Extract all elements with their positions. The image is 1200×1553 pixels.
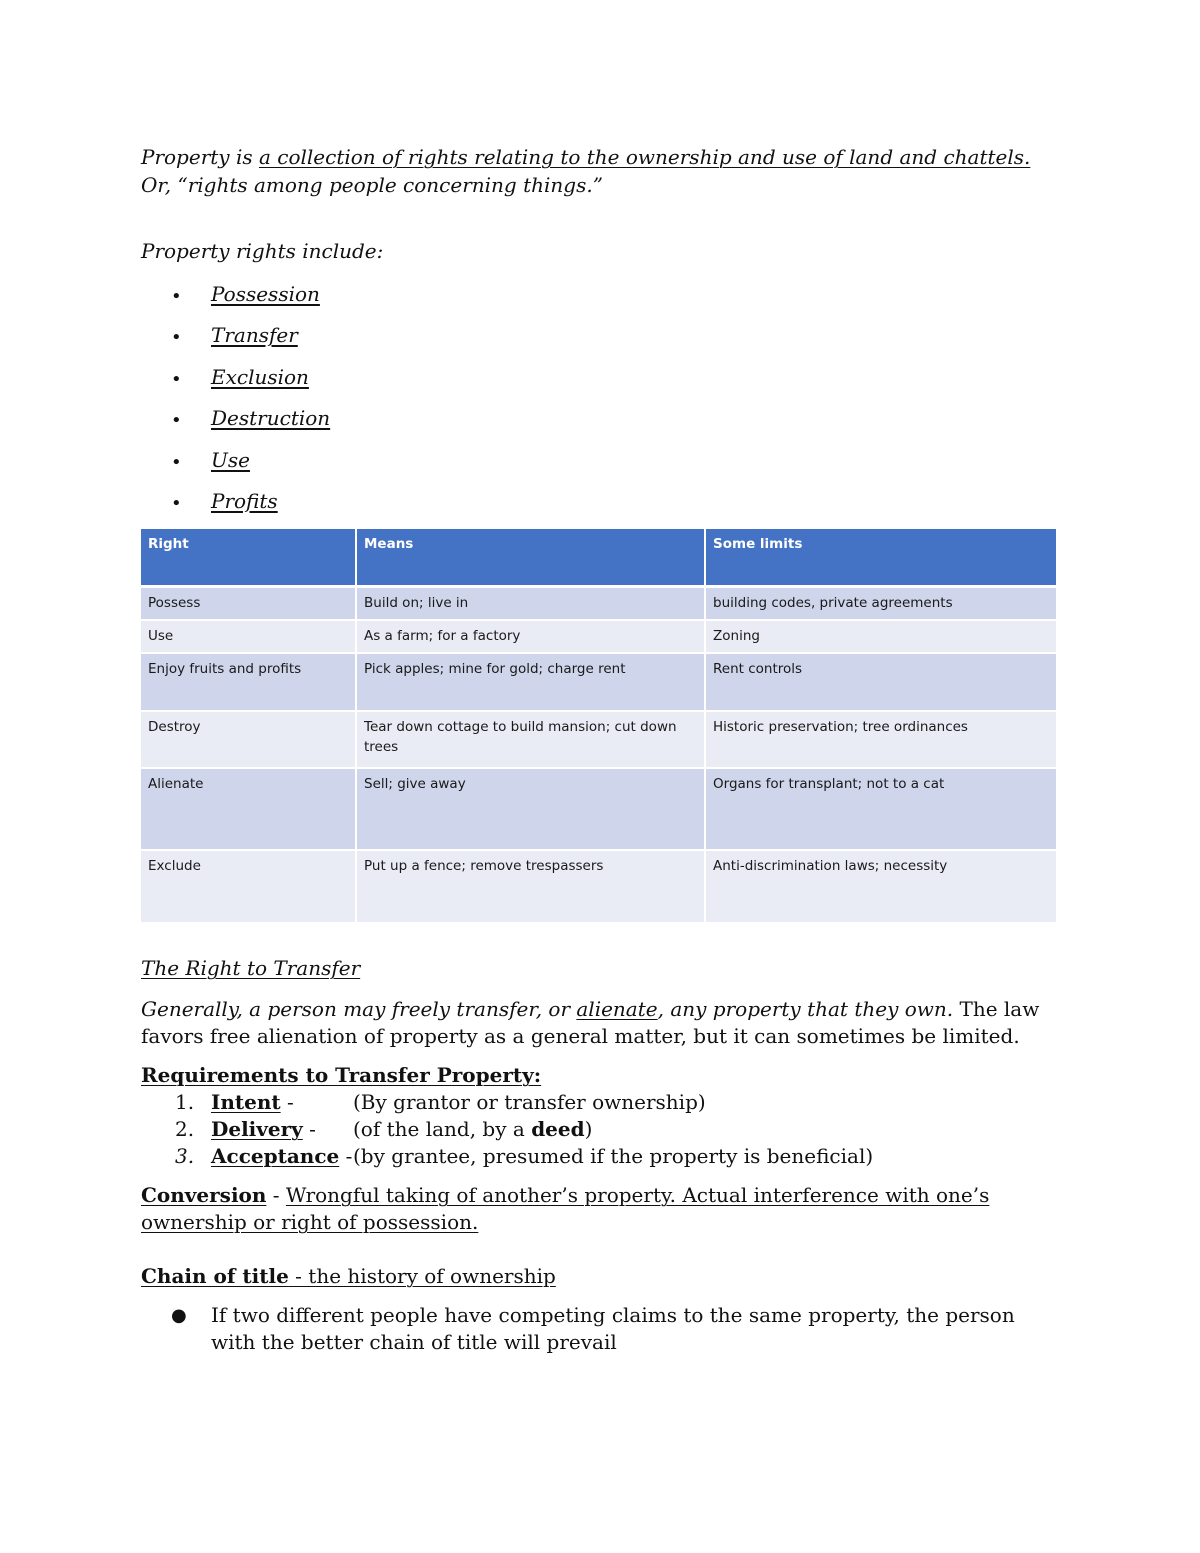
table-cell: Possess — [141, 587, 356, 620]
transfer-heading: The Right to Transfer — [141, 956, 361, 980]
bullet-icon: • — [171, 286, 182, 307]
list-item-label: Use — [211, 447, 250, 472]
table-row — [141, 620, 1057, 653]
table-cell: Build on; live in — [356, 587, 705, 620]
property-definition — [141, 143, 1030, 199]
requirement-term: Acceptance — [211, 1144, 340, 1168]
table-cell: Pick apples; mine for gold; charge rent — [356, 653, 705, 711]
definition-line-2: Or, “rights among people concerning things.” — [141, 173, 603, 197]
term-separator: - — [266, 1183, 286, 1207]
list-item-label: Transfer — [211, 323, 298, 348]
requirement-description — [353, 1143, 873, 1170]
conversion-term: Conversion — [141, 1183, 267, 1207]
table-row — [141, 850, 1057, 923]
column-header-limits: Some limits — [705, 529, 1057, 587]
description-text: (of the land, by a — [353, 1117, 532, 1141]
description-text: (by grantee, presumed if the property is beneficial) — [353, 1144, 874, 1168]
column-header-means: Means — [356, 529, 705, 587]
table-cell: Rent controls — [705, 653, 1057, 711]
requirement-term: Delivery — [211, 1117, 303, 1141]
list-number: 1. — [175, 1090, 195, 1114]
requirements-heading: Requirements to Transfer Property: — [141, 1063, 542, 1087]
conversion-definition — [141, 1182, 1061, 1236]
term-separator: - — [339, 1144, 353, 1168]
table-cell: Put up a fence; remove trespassers — [356, 850, 705, 923]
alienate-term: alienate — [576, 997, 658, 1021]
table-cell: Exclude — [141, 850, 356, 923]
transfer-text-plain: The law favors free alienation of property as a general matter, but it can sometimes be limited. — [141, 997, 1040, 1048]
rights-table — [141, 529, 1058, 924]
table-row — [141, 711, 1057, 768]
table-cell: Historic preservation; tree ordinances — [705, 711, 1057, 768]
column-header-right: Right — [141, 529, 356, 587]
term-separator: - — [302, 1117, 316, 1141]
bullet-icon: • — [171, 492, 182, 514]
chain-term: Chain of title — [141, 1264, 289, 1288]
transfer-text-italic-end: , any property that they own. — [657, 997, 954, 1021]
bullet-icon: • — [171, 327, 182, 349]
table-row — [141, 587, 1057, 620]
list-item-label: Exclusion — [211, 364, 309, 389]
bullet-icon: • — [171, 368, 182, 390]
table-cell: Use — [141, 620, 356, 653]
requirement-description — [353, 1089, 706, 1116]
table-cell: building codes, private agreements — [705, 587, 1057, 620]
table-cell: As a farm; for a factory — [356, 620, 705, 653]
list-number: 3. — [175, 1144, 195, 1168]
list-item-label: Destruction — [211, 406, 331, 431]
bullet-icon: • — [171, 451, 182, 473]
list-item-label: Possession — [211, 282, 320, 306]
term-separator: - — [280, 1090, 294, 1114]
description-bold: deed — [531, 1117, 585, 1141]
requirement-term: Intent — [211, 1090, 281, 1114]
description-text: (By grantor or transfer ownership) — [353, 1090, 706, 1114]
conversion-text: Wrongful taking of another’s property. Actual interference with one’s ownership or right of possession. — [141, 1183, 990, 1234]
table-cell: Zoning — [705, 620, 1057, 653]
bullet-icon: • — [171, 410, 182, 432]
table-cell: Organs for transplant; not to a cat — [705, 768, 1057, 850]
table-cell: Destroy — [141, 711, 356, 768]
chain-text: - the history of ownership — [288, 1264, 556, 1288]
table-row — [141, 653, 1057, 711]
list-number: 2. — [175, 1117, 195, 1141]
definition-lead: Property is — [141, 145, 259, 169]
table-header-row — [141, 529, 1057, 587]
definition-line-1 — [141, 143, 1030, 171]
table-cell: Sell; give away — [356, 768, 705, 850]
description-end: ) — [584, 1117, 593, 1141]
definition-underlined: a collection of rights relating to the ownership and use of land and chattels. — [258, 145, 1031, 169]
transfer-paragraph — [141, 996, 1041, 1050]
rights-heading: Property rights include: — [141, 239, 384, 263]
table-cell: Anti-discrimination laws; necessity — [705, 850, 1057, 923]
chain-bullet-text: If two different people have competing claims to the same property, the person with the better chain of title will prevail — [211, 1303, 1015, 1354]
table-cell: Enjoy fruits and profits — [141, 653, 356, 711]
table-cell: Alienate — [141, 768, 356, 850]
chain-of-title-definition — [141, 1263, 556, 1290]
table-row — [141, 768, 1057, 850]
table-cell: Tear down cottage to build mansion; cut down trees — [356, 711, 705, 768]
list-item-label: Profits — [211, 488, 278, 513]
bullet-icon: ● — [171, 1305, 187, 1326]
transfer-text-italic: Generally, a person may freely transfer, or — [141, 997, 577, 1021]
requirement-description — [353, 1116, 592, 1143]
